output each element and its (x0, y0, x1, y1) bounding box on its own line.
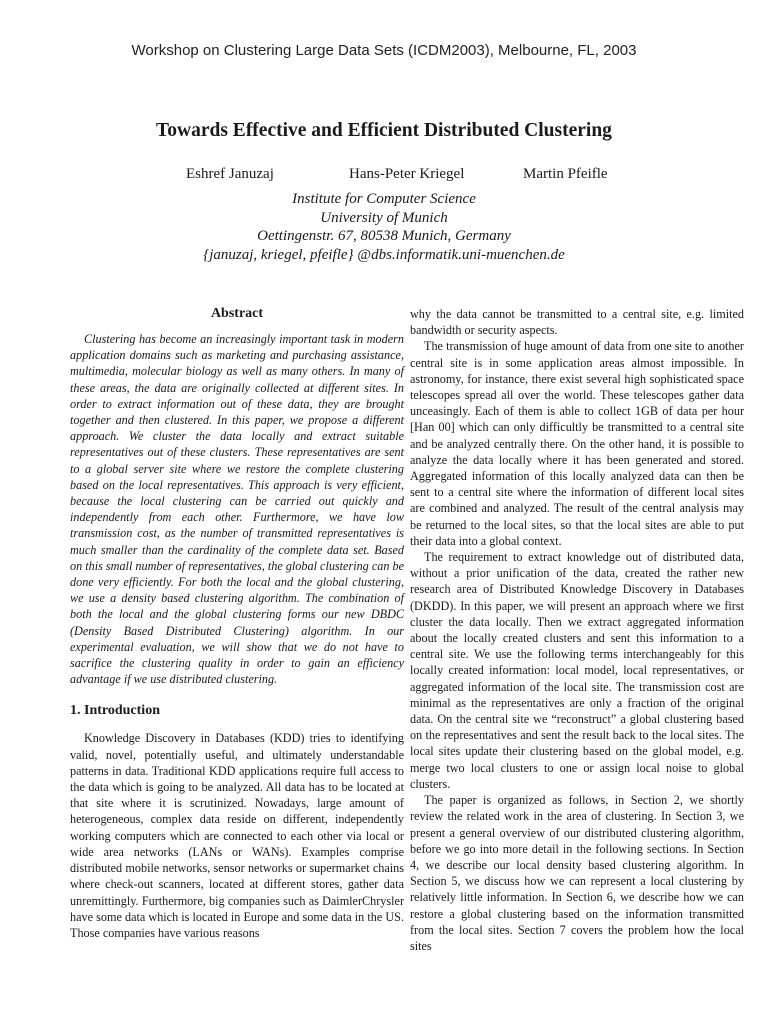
abstract-heading: Abstract (210, 306, 264, 321)
affiliation-email: {januzaj, kriegel, pfeifle} @dbs.informatik.uni-muenchen.de (203, 246, 565, 263)
author-name: Martin Pfeifle (523, 166, 608, 182)
paper-title: Towards Effective and Efficient Distributed Clustering (156, 120, 612, 141)
paragraph: Knowledge Discovery in Databases (KDD) tries to identifying valid, novel, potentially useful, and ultimately understandable patterns in data. Traditional KDD applications require full access to the data which is going to be analyzed. All data has to be located at that site where it is scrutinized. Nowadays, large amount of heterogeneous, complex data reside on different, independently working computers which are connected to each other via local or wide area networks (LANs or WANs). Examples comprise distributed mobile networks, sensor networks or supermarket chains where check-out scanners, located at different stores, gather data unremittingly. Furthermore, big companies such as DaimlerChrysler have some data which is located in Europe and some data in the US. Those companies have various reasons (70, 731, 404, 940)
paragraph: The requirement to extract knowledge out of distributed data, without a prior unification of the data, created the rather new research area of Distributed Knowledge Discovery in Databases (DKDD). In this paper, we will present an approach where we first cluster the data locally. Then we extract aggregated information about the locally created clusters and sent this information to a central site. We use the following terms interchangeably for this locally created information: local model, local representatives, or aggregated information of the local site. The transmission cost are minimal as the representatives are only a fraction of the original data. On the central site we “reconstruct” a global clustering based on the representatives and sent the result back to the local sites. The local sites update their clustering based on the global model, e.g. merge two local clusters to one or assign local noise to global clusters. (410, 550, 744, 791)
paragraph: The paper is organized as follows, in Section 2, we shortly review the related work in the area of clustering. In Section 3, we present a general overview of our distributed clustering algorithm, before we go into more detail in the following sections. In Section 4, we describe our local density based clustering algorithm. In Section 5, we discuss how we can represent a local clustering by relatively little information. In Section 6, we describe how we can restore a global clustering based on the information transmitted from the local sites. Section 7 covers the problem how the local sites (410, 793, 744, 953)
right-column (410, 306, 744, 954)
affiliation-address: Oettingenstr. 67, 80538 Munich, Germany (257, 228, 511, 244)
left-column (70, 304, 404, 941)
abstract-text: Clustering has become an increasingly important task in modern application domains such as marketing and purchasing assistance, multimedia, molecular biology as well as many others. In many of these areas, the data are originally collected at different sites. In order to extract information out of these data, they are brought together and then clustered. In this paper, we propose a different approach. We cluster the data locally and extract suitable representatives out of these clusters. These representatives are sent to a global server site where we restore the complete clustering based on the local representatives. This approach is very efficient, because the local clustering can be carried out quickly and independently from each other. Furthermore, we have low transmission cost, as the number of transmitted representatives is much smaller than the cardinality of the complete data set. Based on this small number of representatives, the global clustering can be done very efficiently. For both the local and the global clustering, we use a density based clustering algorithm. The combination of both the local and the global clustering forms our new DBDC (Density Based Distributed Clustering) algorithm. In our experimental evaluation, we will show that we do not have to sacrifice the clustering quality in order to gain an efficiency advantage if we use distributed clustering. (70, 332, 404, 687)
affiliation-institute: Institute for Computer Science (292, 191, 476, 207)
section-heading-introduction: 1. Introduction (70, 703, 160, 719)
paragraph-continuation: why the data cannot be transmitted to a central site, e.g. limited bandwidth or security aspects. (410, 307, 744, 338)
affiliation-university: University of Munich (320, 209, 448, 226)
paragraph: The transmission of huge amount of data from one site to another central site is in some application areas almost impossible. In astronomy, for instance, there exist several high sophisticated space telescopes spread all over the world. These telescopes gather data unceasingly. Each of them is able to collect 1GB of data per hour [Han 00] which can only difficultly be transmitted to a central site and be analyzed centrally there. On the other hand, it is possible to analyze the data locally where it has been generated and stored. Aggregated information of this locally analyzed data can then be sent to a central site where the information of different local sites are combined and analyzed. The result of the central analysis may be returned to the local sites, so that the local sites are able to put their data into a global context. (410, 339, 744, 548)
venue-header: Workshop on Clustering Large Data Sets (ICDM2003), Melbourne, FL, 2003 (131, 42, 637, 59)
affiliation-block (0, 190, 768, 264)
author-name: Eshref Januzaj (186, 166, 274, 182)
author-name: Hans-Peter Kriegel (349, 166, 465, 182)
